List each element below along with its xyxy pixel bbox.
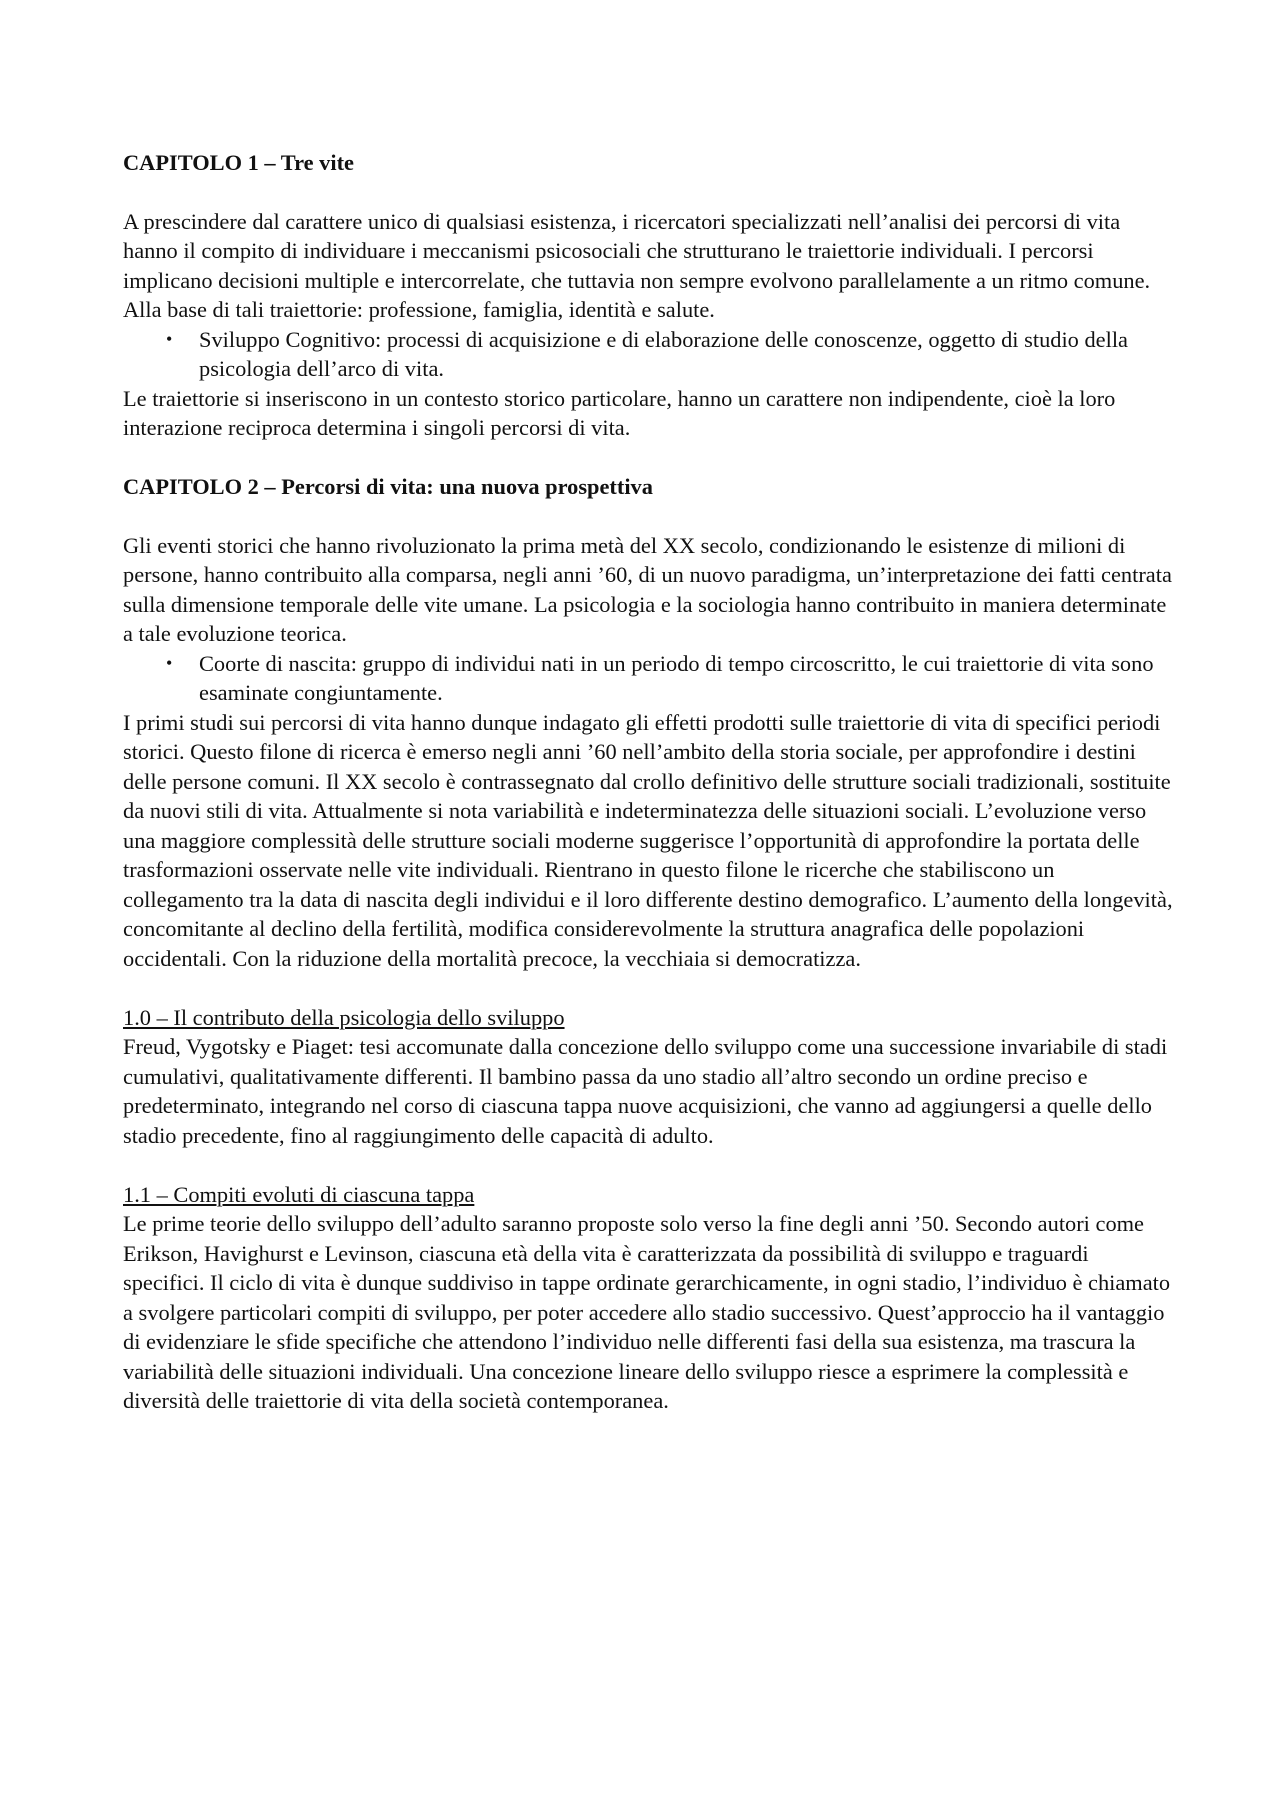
section-1-0-heading: 1.0 – Il contributo della psicologia dello sviluppo <box>123 1004 565 1030</box>
chapter-1-bullet-list <box>123 325 1173 384</box>
section-1-1-paragraph: Le prime teorie dello sviluppo dell’adulto saranno proposte solo verso la fine degli anni ’50. Secondo autori come Erikson, Havighurst e Levinson, ciascuna età della vita è caratterizzata da possibilità di sviluppo e traguardi specifici. Il ciclo di vita è dunque suddiviso in tappe ordinate gerarchicamente, in ogni stadio, l’individuo è chiamato a svolgere particolari compiti di sviluppo, per poter accedere allo stadio successivo. Quest’approccio ha il vantaggio di evidenziare le sfide specifiche che attendono l’individuo nelle differenti fasi della sua esistenza, ma trascura la variabilità delle situazioni individuali. Una concezione lineare dello sviluppo riesce a esprimere la complessità e diversità delle traiettorie di vita della società contemporanea. <box>123 1211 1171 1413</box>
bullet-item <box>123 325 1173 384</box>
chapter-1-heading: CAPITOLO 1 – Tre vite <box>123 150 354 175</box>
bullet-icon: • <box>166 652 173 673</box>
bullet-text: Sviluppo Cognitivo: processi di acquisizione e di elaborazione delle conoscenze, oggetto di studio della psicologia dell’arco di vita. <box>199 326 1128 381</box>
bullet-text: Coorte di nascita: gruppo di individui nati in un periodo di tempo circoscritto, le cui traiettorie di vita sono esaminate congiuntamente. <box>199 650 1154 705</box>
chapter-1-paragraph-1: A prescindere dal carattere unico di qualsiasi esistenza, i ricercatori specializzati nell’analisi dei percorsi di vita hanno il compito di individuare i meccanismi psicosociali che strutturano le traiettorie individuali. I percorsi implicano decisioni multiple e intercorrelate, che tuttavia non sempre evolvono parallelamente a un ritmo comune. Alla base di tali traiettorie: professione, famiglia, identità e salute. <box>123 208 1151 322</box>
chapter-2-heading: CAPITOLO 2 – Percorsi di vita: una nuova prospettiva <box>123 474 653 499</box>
chapter-1-paragraph-2: Le traiettorie si inseriscono in un contesto storico particolare, hanno un carattere non indipendente, cioè la loro interazione reciproca determina i singoli percorsi di vita. <box>123 385 1116 440</box>
section-1-0-paragraph: Freud, Vygotsky e Piaget: tesi accomunate dalla concezione dello sviluppo come una successione invariabile di stadi cumulativi, qualitativamente differenti. Il bambino passa da uno stadio all’altro secondo un ordine preciso e predeterminato, integrando nel corso di ciascuna tappa nuove acquisizioni, che vanno ad aggiungersi a quelle dello stadio precedente, fino al raggiungimento delle capacità di adulto. <box>123 1034 1168 1148</box>
document-page <box>123 148 1173 1416</box>
bullet-item <box>123 649 1173 708</box>
bullet-icon: • <box>166 328 173 349</box>
section-1-1-heading: 1.1 – Compiti evoluti di ciascuna tappa <box>123 1181 475 1207</box>
chapter-2-bullet-list <box>123 649 1173 708</box>
chapter-2-paragraph-2: I primi studi sui percorsi di vita hanno dunque indagato gli effetti prodotti sulle traiettorie di vita di specifici periodi storici. Questo filone di ricerca è emerso negli anni ’60 nell’ambito della storia sociale, per approfondire i destini delle persone comuni. Il XX secolo è contrassegnato dal crollo definitivo delle strutture sociali tradizionali, sostituite da nuovi stili di vita. Attualmente si nota variabilità e indeterminatezza delle situazioni sociali. L’evoluzione verso una maggiore complessità delle strutture sociali moderne suggerisce l’opportunità di approfondire la portata delle trasformazioni osservate nelle vite individuali. Rientrano in questo filone le ricerche che stabiliscono un collegamento tra la data di nascita degli individui e il loro differente destino demografico. L’aumento della longevità, concomitante al declino della fertilità, modifica considerevolmente la struttura anagrafica delle popolazioni occidentali. Con la riduzione della mortalità precoce, la vecchiaia si democratizza. <box>123 709 1173 971</box>
chapter-2-paragraph-1: Gli eventi storici che hanno rivoluzionato la prima metà del XX secolo, condizionando le esistenze di milioni di persone, hanno contribuito alla comparsa, negli anni ’60, di un nuovo paradigma, un’interpretazione dei fatti centrata sulla dimensione temporale delle vite umane. La psicologia e la sociologia hanno contribuito in maniera determinate a tale evoluzione teorica. <box>123 532 1172 646</box>
